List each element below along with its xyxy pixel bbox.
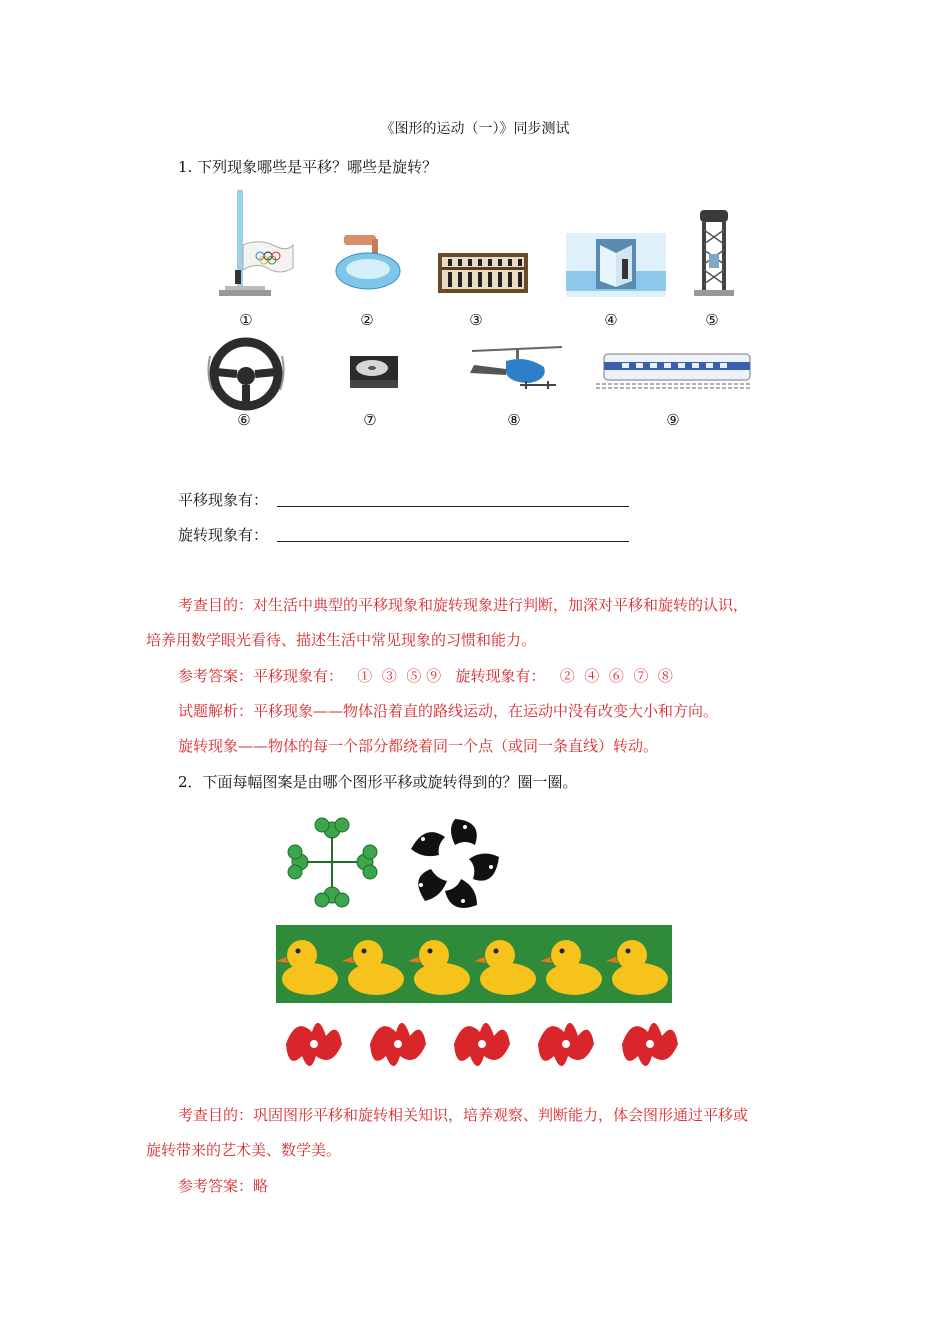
q1-analysis-line1: 试题解析：平移现象——物体沿着直的路线运动，在运动中没有改变大小和方向。 <box>178 702 719 720</box>
label-5: ⑤ <box>705 311 719 329</box>
translation-answer-line[interactable] <box>277 506 629 507</box>
rotation-answer-line[interactable] <box>277 541 629 542</box>
disc-player-image <box>348 350 400 392</box>
q2-purpose-line2: 旋转带来的艺术美、数学美。 <box>146 1141 342 1159</box>
label-6: ⑥ <box>237 411 251 429</box>
label-7: ⑦ <box>363 411 377 429</box>
rotation-label: 旋转现象有： <box>178 526 269 544</box>
label-4: ④ <box>604 311 618 329</box>
elevator-tower-image <box>692 210 736 298</box>
label-8: ⑧ <box>507 411 521 429</box>
label-9: ⑨ <box>666 411 680 429</box>
question-2-text: 2．下面每幅图案是由哪个图形平移或旋转得到的？圈一圈。 <box>178 773 578 791</box>
fish-rotation-pattern-image <box>405 815 505 915</box>
flag-pole-image <box>215 190 295 302</box>
label-2: ② <box>360 311 374 329</box>
revolving-door-image <box>566 233 666 297</box>
steering-wheel-image <box>206 338 288 410</box>
duck-row-pattern-image <box>276 925 672 1003</box>
helicopter-image <box>466 343 570 401</box>
label-3: ③ <box>469 311 483 329</box>
train-image <box>596 352 752 392</box>
abacus-image <box>438 253 530 293</box>
faucet-sink-image <box>330 235 405 295</box>
q1-reference-answer: 参考答案：平移现象有： ① ③ ⑤ ⑨ 旋转现象有： ② ④ ⑥ ⑦ ⑧ <box>178 667 673 685</box>
red-flower-border-image <box>276 1012 696 1076</box>
q2-purpose-line1: 考查目的：巩固图形平移和旋转相关知识，培养观察、判断能力，体会图形通过平移或 <box>178 1106 749 1124</box>
q1-analysis-line2: 旋转现象——物体的每一个部分都绕着同一个点（或同一条直线）转动。 <box>178 737 659 755</box>
clover-pattern-image <box>285 815 380 910</box>
q2-reference-answer: 参考答案：略 <box>178 1177 269 1195</box>
question-1-text: 1. 下列现象哪些是平移？哪些是旋转？ <box>178 158 438 176</box>
page-title: 《图形的运动（一）》同步测试 <box>380 121 570 137</box>
q1-purpose-line2: 培养用数学眼光看待、描述生活中常见现象的习惯和能力。 <box>146 631 537 649</box>
q1-purpose-line1: 考查目的：对生活中典型的平移现象和旋转现象进行判断，加深对平移和旋转的认识， <box>178 596 749 614</box>
label-1: ① <box>239 311 253 329</box>
translation-label: 平移现象有： <box>178 491 269 509</box>
